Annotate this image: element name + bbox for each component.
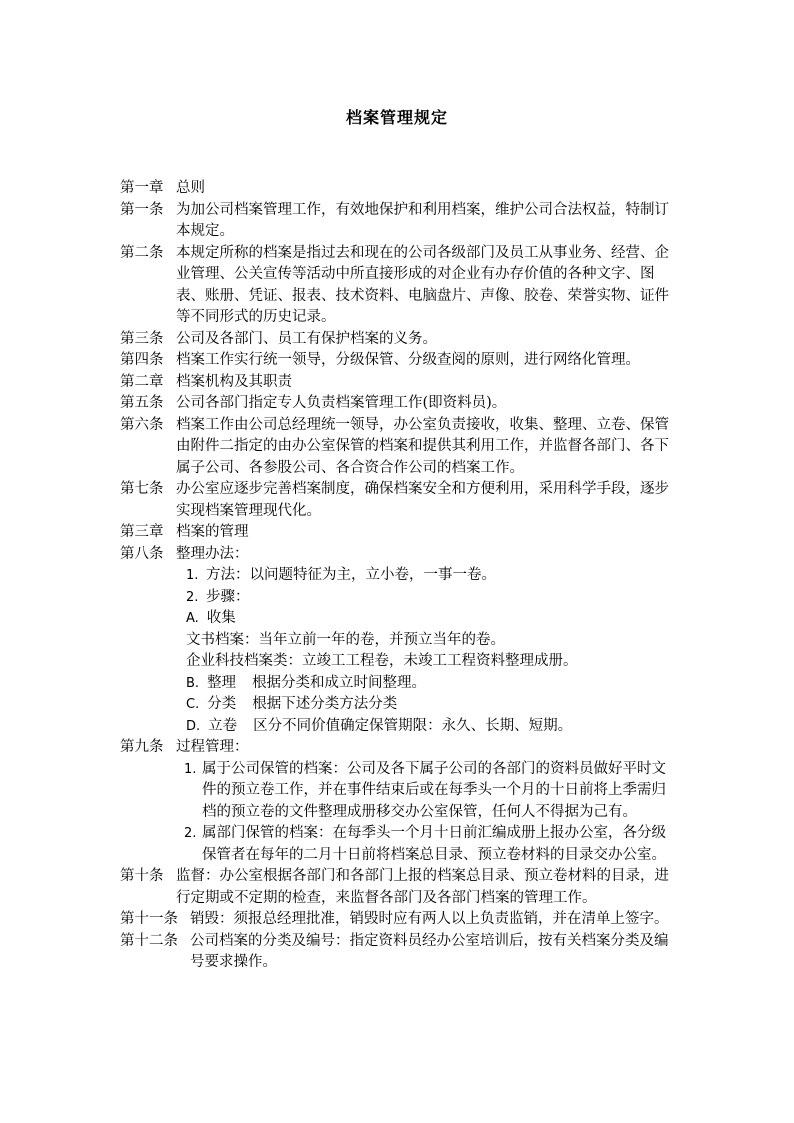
article-11 — [120, 909, 680, 931]
article-label: 第八条 — [120, 545, 164, 562]
article-text: 档案工作由公司总经理统一领导，办公室负责接收，收集、整理、立卷、保管由附件二指定的由办公室保管的档案和提供其利用工作，并监督各部门、各下属子公司、各参股公司、各合资合作公司的档案工作。 — [176, 416, 669, 476]
article-label: 第十二条 — [120, 932, 178, 949]
step-letter: A. — [186, 611, 199, 626]
step-letter: C. — [186, 697, 200, 712]
item-number: 2. — [184, 826, 197, 841]
article-9 — [120, 737, 680, 759]
article-3 — [120, 329, 680, 351]
article-label: 第九条 — [120, 739, 164, 755]
article-text: 本规定所称的档案是指过去和现在的公司各级部门及员工从事业务、经营、企业管理、公关宣传等活动中所直接形成的对企业有办存价值的各种文字、图表、账册、凭证、报表、技术资料、电脑盘片、声像、胶卷、荣誉实物、证件等不同形式的历史记录。 — [176, 244, 669, 325]
article-8 — [120, 544, 680, 566]
article-label: 第五条 — [120, 395, 164, 411]
chapter-title: 档案机构及其职责 — [176, 373, 292, 390]
chapter-1-heading — [120, 178, 680, 200]
article-text: 为加公司档案管理工作，有效地保护和利用档案，维护公司合法权益，特制订本规定。 — [176, 201, 669, 239]
article-2 — [120, 243, 680, 329]
step-b — [176, 673, 680, 695]
article-label: 第七条 — [120, 481, 164, 497]
chapter-title: 总则 — [176, 180, 205, 196]
article-text: 公司及各部门、员工有保护档案的义务。 — [176, 330, 437, 347]
step-a-line-2: 企业科技档案类：立竣工工程卷，未竣工工程资料整理成册。 — [186, 653, 578, 669]
article-8-details — [120, 565, 680, 737]
article-text: 公司各部门指定专人负责档案管理工作(即资料员)。 — [176, 395, 507, 411]
article-7 — [120, 479, 680, 522]
step-c — [176, 694, 680, 716]
article-label: 第十条 — [120, 868, 164, 884]
article-10 — [120, 866, 680, 909]
article-text: 档案工作实行统一领导，分级保管、分级查阅的原则，进行网络化管理。 — [176, 352, 640, 368]
step-text: 区分不同价值确定保管期限：永久、长期、短期。 — [253, 717, 573, 734]
item-number: 2. — [186, 589, 199, 605]
method-item-2 — [176, 587, 680, 609]
step-name: 收集 — [206, 610, 236, 626]
article-label: 第六条 — [120, 416, 164, 433]
step-name: 整理 — [207, 674, 237, 691]
document-body — [120, 178, 680, 974]
step-name: 分类 — [207, 696, 237, 712]
chapter-label: 第一章 — [120, 180, 164, 196]
item-number: 1. — [186, 568, 199, 583]
article-label: 第四条 — [120, 352, 164, 368]
article-text: 过程管理： — [176, 739, 249, 755]
item-text: 属于公司保管的档案：公司及各下属子公司的各部门的资料员做好平时文件的预立卷工作，并在事件结束后或在每季头一个月的十日前将上季需归档的预立卷的文件整理成册移交办公室保管，任何人不得据为己有。 — [202, 760, 666, 820]
item-number: 1. — [184, 761, 197, 777]
step-letter: D. — [186, 718, 201, 734]
process-item-1 — [184, 759, 680, 824]
article-4 — [120, 350, 680, 372]
chapter-3-heading — [120, 522, 680, 544]
step-name: 立卷 — [208, 717, 238, 734]
article-text: 销毁：须报总经理批准，销毁时应有两人以上负责监销，并在清单上签字。 — [190, 911, 669, 927]
article-label: 第三条 — [120, 330, 164, 347]
step-text: 根据下述分类方法分类 — [252, 696, 398, 712]
process-item-2 — [184, 823, 680, 866]
method-item-1 — [176, 565, 680, 587]
chapter-label: 第二章 — [120, 373, 164, 390]
chapter-title: 档案的管理 — [176, 524, 249, 540]
step-a — [176, 608, 680, 630]
document-title: 档案管理规定 — [345, 108, 448, 127]
article-label: 第一条 — [120, 201, 164, 218]
item-text: 方法：以问题特征为主，立小卷，一事一卷。 — [206, 567, 496, 583]
article-text: 整理办法： — [176, 545, 249, 562]
article-label: 第十一条 — [120, 911, 178, 927]
article-1 — [120, 200, 680, 243]
article-text: 监督：办公室根据各部门和各部门上报的档案总目录、预立卷材料的目录，进行定期或不定期的检查，来监督各部门及各部门档案的管理工作。 — [176, 868, 669, 906]
step-d — [176, 716, 680, 738]
item-text: 属部门保管的档案：在每季头一个月十日前汇编成册上报办公室，各分级保管者在每年的二月十日前将档案总目录、预立卷材料的目录交办公室。 — [202, 825, 666, 863]
article-text: 公司档案的分类及编号：指定资料员经办公室培训后，按有关档案分类及编号要求操作。 — [190, 932, 669, 970]
article-12 — [120, 931, 680, 974]
article-9-details — [120, 759, 680, 867]
article-label: 第二条 — [120, 244, 164, 261]
item-text: 步骤： — [206, 588, 250, 605]
chapter-2-heading — [120, 372, 680, 394]
step-letter: B. — [186, 675, 200, 691]
step-a-line-1: 文书档案：当年立前一年的卷，并预立当年的卷。 — [186, 631, 505, 648]
article-5 — [120, 393, 680, 415]
article-6 — [120, 415, 680, 480]
step-text: 根据分类和成立时间整理。 — [252, 674, 427, 691]
chapter-label: 第三章 — [120, 524, 164, 540]
article-text: 办公室应逐步完善档案制度，确保档案安全和方便利用，采用科学手段，逐步实现档案管理现代化。 — [176, 481, 669, 519]
